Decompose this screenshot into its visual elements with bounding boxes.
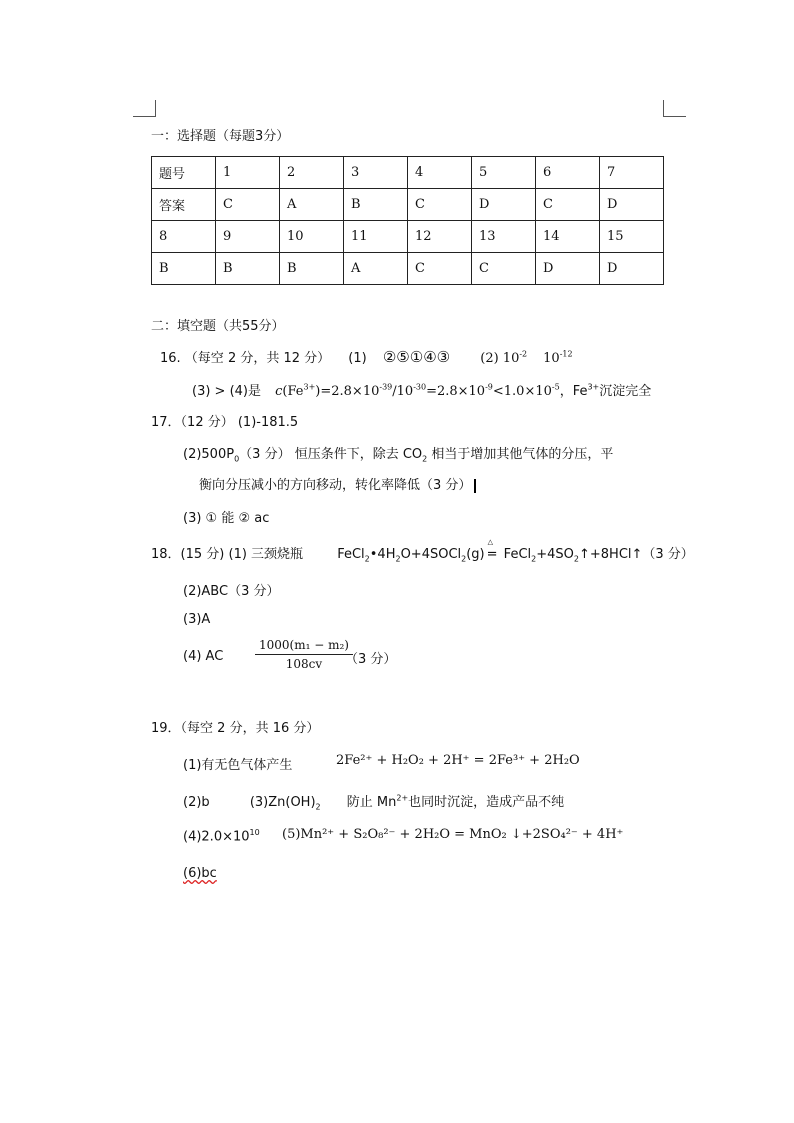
- q16-header: 16. （每空 2 分，共 12 分）: [160, 351, 331, 366]
- table-cell: B: [216, 253, 280, 285]
- q16-part2-label: (2) 10: [480, 351, 520, 366]
- table-cell: C: [408, 189, 472, 221]
- table-cell: D: [600, 253, 664, 285]
- q18-part4-score: （3 分）: [345, 652, 397, 667]
- q16-fe: (Fe: [282, 384, 304, 399]
- q18-part3: (3)A: [183, 612, 211, 627]
- q17-p2-a: (2)500P: [183, 447, 235, 462]
- table-cell: C: [472, 253, 536, 285]
- q16-c-symbol: c: [275, 384, 283, 399]
- table-cell: 12: [408, 221, 472, 253]
- table-cell: 15: [600, 221, 664, 253]
- q19-part5: (5)Mn²⁺ + S₂O₈²⁻ + 2H₂O = MnO₂ ↓+2SO₄²⁻ + 4H⁺: [282, 827, 624, 842]
- q17-header: 17．（12 分） (1)-181.5: [151, 415, 299, 430]
- q16-c2-sup: -30: [413, 382, 427, 392]
- q19-part2: (2)b: [183, 795, 210, 810]
- q16-g: 沉淀完全: [599, 384, 652, 399]
- q18-part2: (2)ABC（3 分）: [183, 584, 280, 599]
- q16-f: ，Fe: [559, 384, 588, 399]
- q19-part3-reason: [347, 795, 564, 810]
- table-cell: 4: [408, 157, 472, 189]
- q18-eq-g: ↑+8HCl↑（3 分）: [578, 547, 694, 562]
- q18-part4: (4) AC: [183, 649, 224, 664]
- q18-eq-a-sub: 2: [364, 554, 370, 564]
- q19-header: 19．（每空 2 分，共 16 分）: [151, 721, 320, 736]
- q18-fraction: [255, 638, 353, 671]
- q19-p3-c: 也同时沉淀，造成产品不纯: [408, 795, 565, 810]
- q16-d-sup: -9: [485, 382, 493, 392]
- table-cell: D: [600, 189, 664, 221]
- q18-eq-sign: =: [486, 547, 498, 562]
- q18-eq-e: FeCl: [499, 547, 532, 562]
- q16-part1-label: (1): [348, 351, 367, 366]
- q19-part1: (1)有无色气体产生: [183, 758, 293, 773]
- q19-line-parts23: [183, 791, 564, 812]
- q17-part2-line2: [199, 474, 476, 493]
- table-cell: 6: [536, 157, 600, 189]
- table-cell: 10: [280, 221, 344, 253]
- q19-part6: [183, 866, 217, 881]
- q16-part2-val2: 10: [543, 351, 560, 366]
- table-cell: C: [216, 189, 280, 221]
- table-cell: B: [344, 189, 408, 221]
- heat-delta-icon: △: [487, 538, 494, 546]
- q16-line1: [160, 347, 573, 366]
- table-cell: 9: [216, 221, 280, 253]
- q18-line1: [151, 538, 694, 564]
- q16-fe-sup: 3+: [303, 382, 316, 392]
- q18-eq-b-sub: 2: [395, 554, 401, 564]
- q16-e-sup: -5: [551, 382, 560, 392]
- section2-heading: 二：填空题（共55分）: [151, 319, 285, 334]
- q16-line2: [192, 380, 651, 399]
- table-row: [152, 221, 664, 253]
- q16-d: =2.8×10: [426, 384, 486, 399]
- q18-eq-f: +4SO: [536, 547, 574, 562]
- q18-eq-e-sub: 2: [531, 554, 537, 564]
- table-cell: 题号: [152, 157, 216, 189]
- q16-part1-answer: ②⑤①④③: [382, 348, 451, 366]
- q18-equation: [337, 538, 694, 564]
- fraction-numerator: 1000(m₁ − m₂): [255, 638, 353, 655]
- q17-p2-b-sub: 2: [422, 454, 428, 464]
- answer-table: [151, 156, 664, 285]
- q19-p4-a-sup: 10: [249, 828, 260, 837]
- fraction-denominator: 108cv: [285, 657, 323, 671]
- table-cell: 14: [536, 221, 600, 253]
- q17-part2: [183, 443, 613, 464]
- q18-eq-b: •4H: [369, 547, 396, 562]
- q19-part1-equation: 2Fe²⁺ + H₂O₂ + 2H⁺ = 2Fe³⁺ + 2H₂O: [336, 753, 580, 768]
- q19-p6-text: (6)bc: [183, 866, 217, 881]
- q18-eq-c: O+4SOCl: [400, 547, 462, 562]
- q16-part2-exp2: -12: [559, 349, 573, 359]
- table-cell: 1: [216, 157, 280, 189]
- table-cell: 11: [344, 221, 408, 253]
- q19-part3: [250, 795, 321, 810]
- table-row: [152, 253, 664, 285]
- table-cell: 13: [472, 221, 536, 253]
- q16-formula: [275, 384, 560, 399]
- q19-p3-a-sub: 2: [315, 802, 321, 812]
- q16-part2-exp1: -2: [519, 349, 528, 359]
- q18-heat-arrow: [486, 538, 498, 562]
- q19-p3-a: (3)Zn(OH): [249, 795, 316, 810]
- table-cell: A: [344, 253, 408, 285]
- table-row: [152, 157, 664, 189]
- table-cell: D: [536, 253, 600, 285]
- q16-e: <1.0×10: [492, 384, 552, 399]
- table-cell: C: [536, 189, 600, 221]
- table-cell: C: [408, 253, 472, 285]
- q16-b: )=2.8×10: [315, 384, 380, 399]
- q17-part3: (3) ① 能 ② ac: [183, 511, 270, 526]
- q16-b-sup: -39: [379, 382, 393, 392]
- q18-eq-f-sub: 2: [573, 554, 579, 564]
- table-cell: A: [280, 189, 344, 221]
- table-cell: B: [280, 253, 344, 285]
- margin-mark-left: [133, 100, 156, 117]
- section1-heading: 一：选择题（每题3分）: [151, 129, 290, 144]
- q16-part2: [480, 351, 572, 366]
- q17-p2-c: 相当于增加其他气体的分压，平: [427, 447, 614, 462]
- margin-mark-right: [663, 100, 686, 117]
- q19-p3-b-sup: 2+: [396, 793, 409, 803]
- q18-header: 18．(15 分) (1) 三颈烧瓶: [151, 547, 304, 562]
- table-cell: 5: [472, 157, 536, 189]
- q16-c2: /10: [392, 384, 414, 399]
- q19-part4: [183, 828, 260, 844]
- q18-eq-c-sub: 2: [461, 554, 467, 564]
- table-cell: 2: [280, 157, 344, 189]
- q18-eq-a: FeCl: [337, 547, 365, 562]
- q16-part34: (3) > (4)是: [192, 384, 261, 399]
- q16-f-sup: 3+: [587, 382, 600, 392]
- q17-p2-a-sub: 0: [234, 454, 240, 464]
- table-cell: 答案: [152, 189, 216, 221]
- q19-p4-a: (4)2.0×10: [183, 829, 250, 845]
- q17-p2-line2-text: 衡向分压减小的方向移动，转化率降低（3 分）: [199, 478, 472, 493]
- q17-p2-b: （3 分） 恒压条件下，除去 CO: [239, 447, 423, 462]
- table-cell: 8: [152, 221, 216, 253]
- q18-eq-d: (g): [466, 547, 485, 562]
- text-cursor: [474, 479, 476, 493]
- table-cell: D: [472, 189, 536, 221]
- table-cell: 7: [600, 157, 664, 189]
- table-cell: B: [152, 253, 216, 285]
- table-cell: 3: [344, 157, 408, 189]
- q19-p3-b: 防止 Mn: [346, 795, 397, 810]
- table-row: [152, 189, 664, 221]
